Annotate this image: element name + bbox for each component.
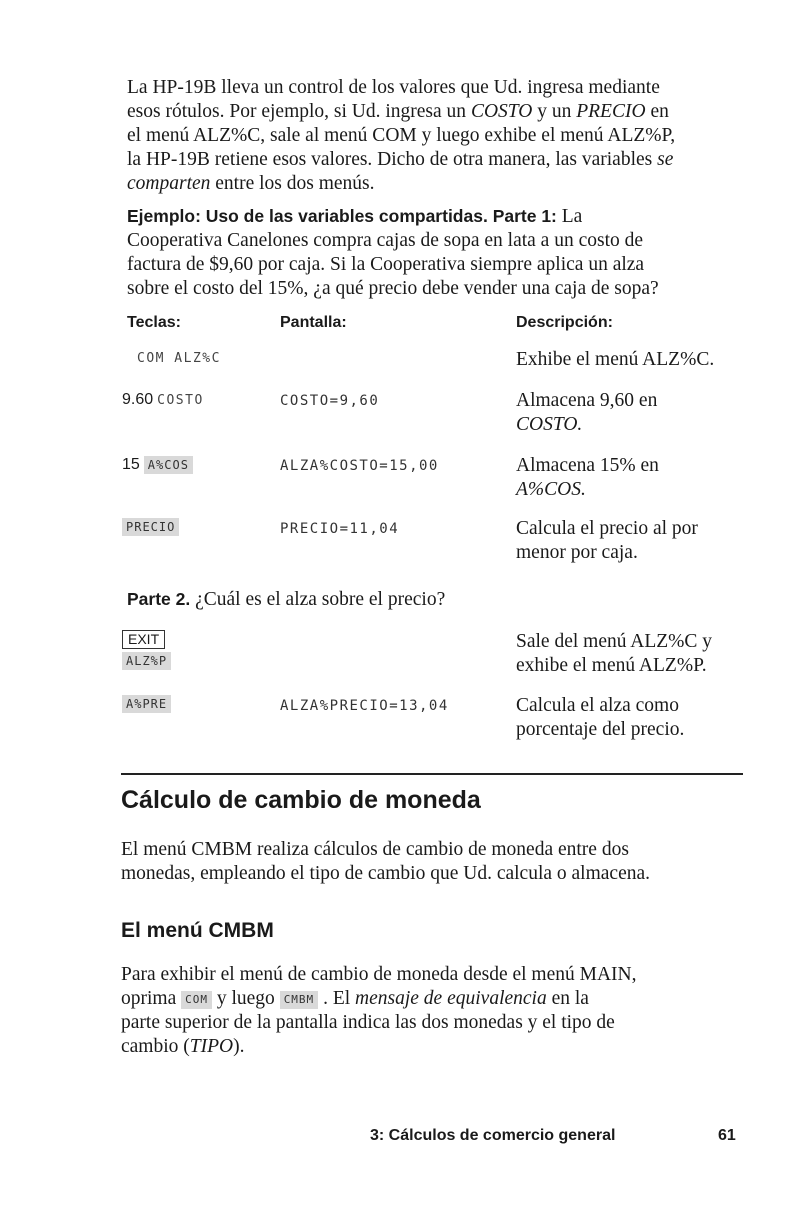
- key-com-alz-c[interactable]: COM ALZ%C: [137, 351, 221, 366]
- section-line-1: El menú CMBM realiza cálculos de cambio de moneda entre dos: [121, 839, 629, 860]
- desc-row-1: Exhibe el menú ALZ%C.: [516, 349, 715, 370]
- key-exit[interactable]: EXIT: [122, 630, 165, 649]
- intro-line-5: comparten entre los dos menús.: [127, 173, 375, 194]
- subsection-paragraph: [121, 963, 751, 1059]
- example-line-2: Cooperativa Canelones compra cajas de sopa en lata a un costo de: [127, 230, 644, 251]
- keys-part2-row-2: [122, 695, 171, 713]
- section-paragraph: [121, 838, 751, 886]
- display-part2-row-2: ALZA%PRECIO=13,04: [280, 698, 449, 714]
- costo-italic: COSTO: [470, 101, 533, 122]
- intro-line-4: la HP-19B retiene esos valores. Dicho de otra manera, las variables se: [127, 149, 674, 170]
- intro-line-3: el menú ALZ%C, sale al menú COM y luego exhibe el menú ALZ%P,: [127, 125, 676, 146]
- page-number: 61: [718, 1127, 736, 1144]
- desc-part2-row-2: Calcula el alza como porcentaje del precio.: [516, 695, 685, 740]
- example-line-3: factura de $9,60 por caja. Si la Cooperativa siempre aplica un alza: [127, 254, 645, 275]
- key-precio[interactable]: PRECIO: [122, 518, 179, 536]
- intro-paragraph: [127, 76, 757, 196]
- section-title: Cálculo de cambio de moneda: [121, 786, 481, 814]
- inline-key-cmbm[interactable]: CMBM: [280, 991, 319, 1009]
- intro-line-1: La HP-19B lleva un control de los valores que Ud. ingresa mediante: [127, 77, 660, 98]
- footer-chapter: 3: Cálculos de comercio general: [370, 1127, 616, 1144]
- section-divider: [121, 773, 743, 775]
- display-row-2: COSTO=9,60: [280, 393, 380, 409]
- example-line-4: sobre el costo del 15%, ¿a qué precio debe vender una caja de sopa?: [127, 278, 659, 299]
- key-a-pre[interactable]: A%PRE: [122, 695, 171, 713]
- keys-row-3: 15 A%COS: [122, 456, 193, 474]
- header-display: Pantalla:: [280, 314, 347, 331]
- part2-line: [127, 587, 445, 612]
- key-a-cos[interactable]: A%COS: [144, 456, 193, 474]
- subsection-line-4: cambio (TIPO).: [121, 1036, 245, 1057]
- key-costo[interactable]: COSTO: [157, 393, 204, 408]
- keys-part2-row-1: [122, 630, 171, 670]
- keys-row-2: 9.60 COSTO: [122, 391, 204, 408]
- part2-label: Parte 2.: [127, 589, 191, 609]
- precio-italic: PRECIO: [576, 101, 646, 122]
- desc-row-3: Almacena 15% en A%COS.: [516, 455, 659, 500]
- desc-row-4: Calcula el precio al por menor por caja.: [516, 518, 698, 563]
- display-row-4: PRECIO=11,04: [280, 521, 400, 537]
- subsection-title: El menú CMBM: [121, 919, 274, 942]
- header-description: Descripción:: [516, 314, 613, 331]
- part2-question: ¿Cuál es el alza sobre el precio?: [195, 589, 446, 610]
- inline-key-com[interactable]: COM: [181, 991, 212, 1009]
- example-paragraph: [127, 204, 757, 301]
- section-line-2: monedas, empleando el tipo de cambio que Ud. calcula o almacena.: [121, 863, 651, 884]
- subsection-line-3: parte superior de la pantalla indica las dos monedas y el tipo de: [121, 1012, 615, 1033]
- display-row-3: ALZA%COSTO=15,00: [280, 458, 439, 474]
- desc-part2-row-1: Sale del menú ALZ%C y exhibe el menú ALZ%P.: [516, 631, 713, 676]
- subsection-line-2: oprima COM y luego CMBM . El mensaje de equivalencia en la: [121, 988, 589, 1009]
- desc-row-2: Almacena 9,60 en COSTO.: [516, 390, 658, 435]
- keys-row-4: [122, 518, 179, 536]
- example-line-1: Ejemplo: Uso de las variables compartidas. Parte 1: La: [127, 206, 583, 227]
- subsection-line-1: Para exhibir el menú de cambio de moneda desde el menú MAIN,: [121, 964, 637, 985]
- example-heading: Ejemplo: Uso de las variables compartidas. Parte 1:: [127, 206, 557, 226]
- intro-line-2: esos rótulos. Por ejemplo, si Ud. ingresa un COSTO y un PRECIO en: [127, 101, 669, 122]
- header-keys: Teclas:: [127, 314, 181, 331]
- key-alz-p[interactable]: ALZ%P: [122, 652, 171, 670]
